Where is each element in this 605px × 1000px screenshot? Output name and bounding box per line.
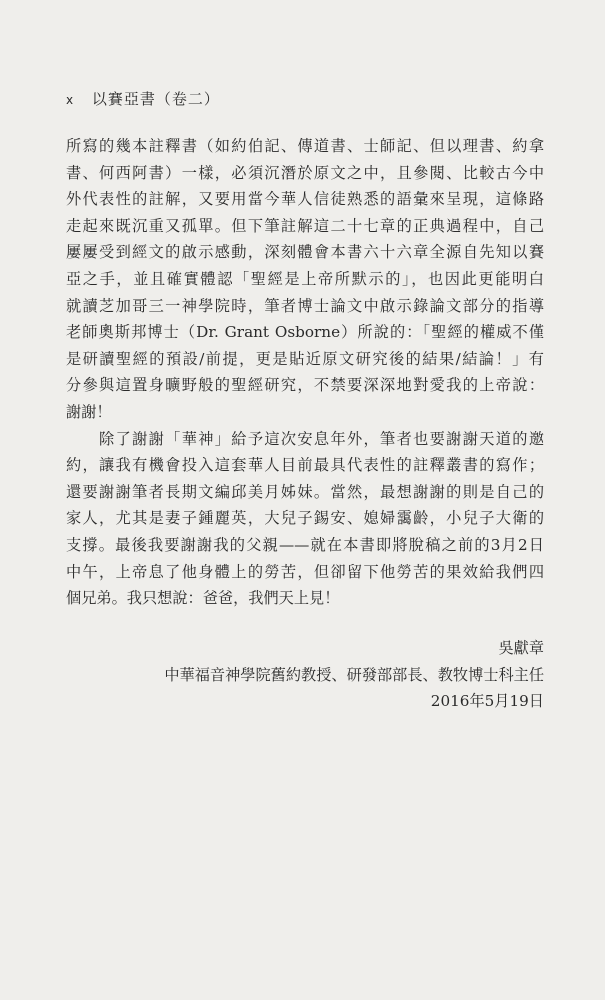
- paragraph-2: [66, 426, 544, 612]
- text-line: 亞之手，並且確實體認「聖經是上帝所默示的」，也因此更能明白: [66, 269, 544, 288]
- text-line: 謝謝！: [66, 402, 112, 421]
- signature-date: 2016年5月19日: [430, 692, 544, 711]
- text-line: 所寫的幾本註釋書（如約伯記、傳道書、士師記、但以理書、約拿: [66, 137, 544, 155]
- text-line: 還要謝謝筆者長期文編邱美月姊妹。當然，最想謝謝的則是自己的: [66, 482, 544, 501]
- text-line: 個兄弟。我只想說：爸爸，我們天上見！: [66, 589, 340, 608]
- book-title: 以賽亞書（卷二）: [91, 90, 220, 108]
- text-line: 外代表性的註解，又要用當今華人信徒熟悉的語彙來呈現，這條路: [66, 190, 544, 209]
- text-line: 分參與這置身曠野般的聖經研究，不禁要深深地對愛我的上帝說：: [66, 376, 544, 395]
- paragraph-1: [66, 133, 544, 426]
- page-number: x: [66, 93, 75, 107]
- text-line: 就讀芝加哥三一神學院時，筆者博士論文中啟示錄論文部分的指導: [66, 296, 544, 315]
- text-line: 是研讀聖經的預設/前提，更是貼近原文研究後的結果/結論！」有: [66, 349, 544, 368]
- text-line: 約，讓我有機會投入這套華人目前最具代表性的註釋叢書的寫作；: [66, 456, 544, 475]
- signature-block: [164, 635, 544, 715]
- text-line: 老師奧斯邦博士（Dr. Grant Osborne）所說的：「聖經的權威不僅: [66, 323, 544, 342]
- preface-body: [66, 133, 544, 612]
- text-line: 支撐。最後我要謝謝我的父親——就在本書即將脫稿之前的3月2日: [66, 535, 544, 554]
- text-line: 家人，尤其是妻子鍾麗英，大兒子錫安、媳婦靄齡，小兒子大衛的: [66, 509, 544, 528]
- text-line: 屢屢受到經文的啟示感動，深刻體會本書六十六章全源自先知以賽: [66, 243, 544, 262]
- text-line: 中午，上帝息了他身體上的勞苦，但卻留下他勞苦的果效給我們四: [66, 562, 544, 581]
- author-position: 中華福音神學院舊約教授、研發部部長、教牧博士科主任: [164, 665, 544, 684]
- text-line: 書、何西阿書）一樣，必須沉潛於原文之中，且參閱、比較古今中: [66, 163, 544, 182]
- text-line: 除了謝謝「華神」給予這次安息年外，筆者也要謝謝天道的邀: [66, 429, 544, 448]
- text-line: 走起來既沉重又孤單。但下筆註解這二十七章的正典過程中，自己: [66, 216, 544, 235]
- author-name: 吳獻章: [498, 639, 544, 657]
- running-header: [66, 88, 220, 109]
